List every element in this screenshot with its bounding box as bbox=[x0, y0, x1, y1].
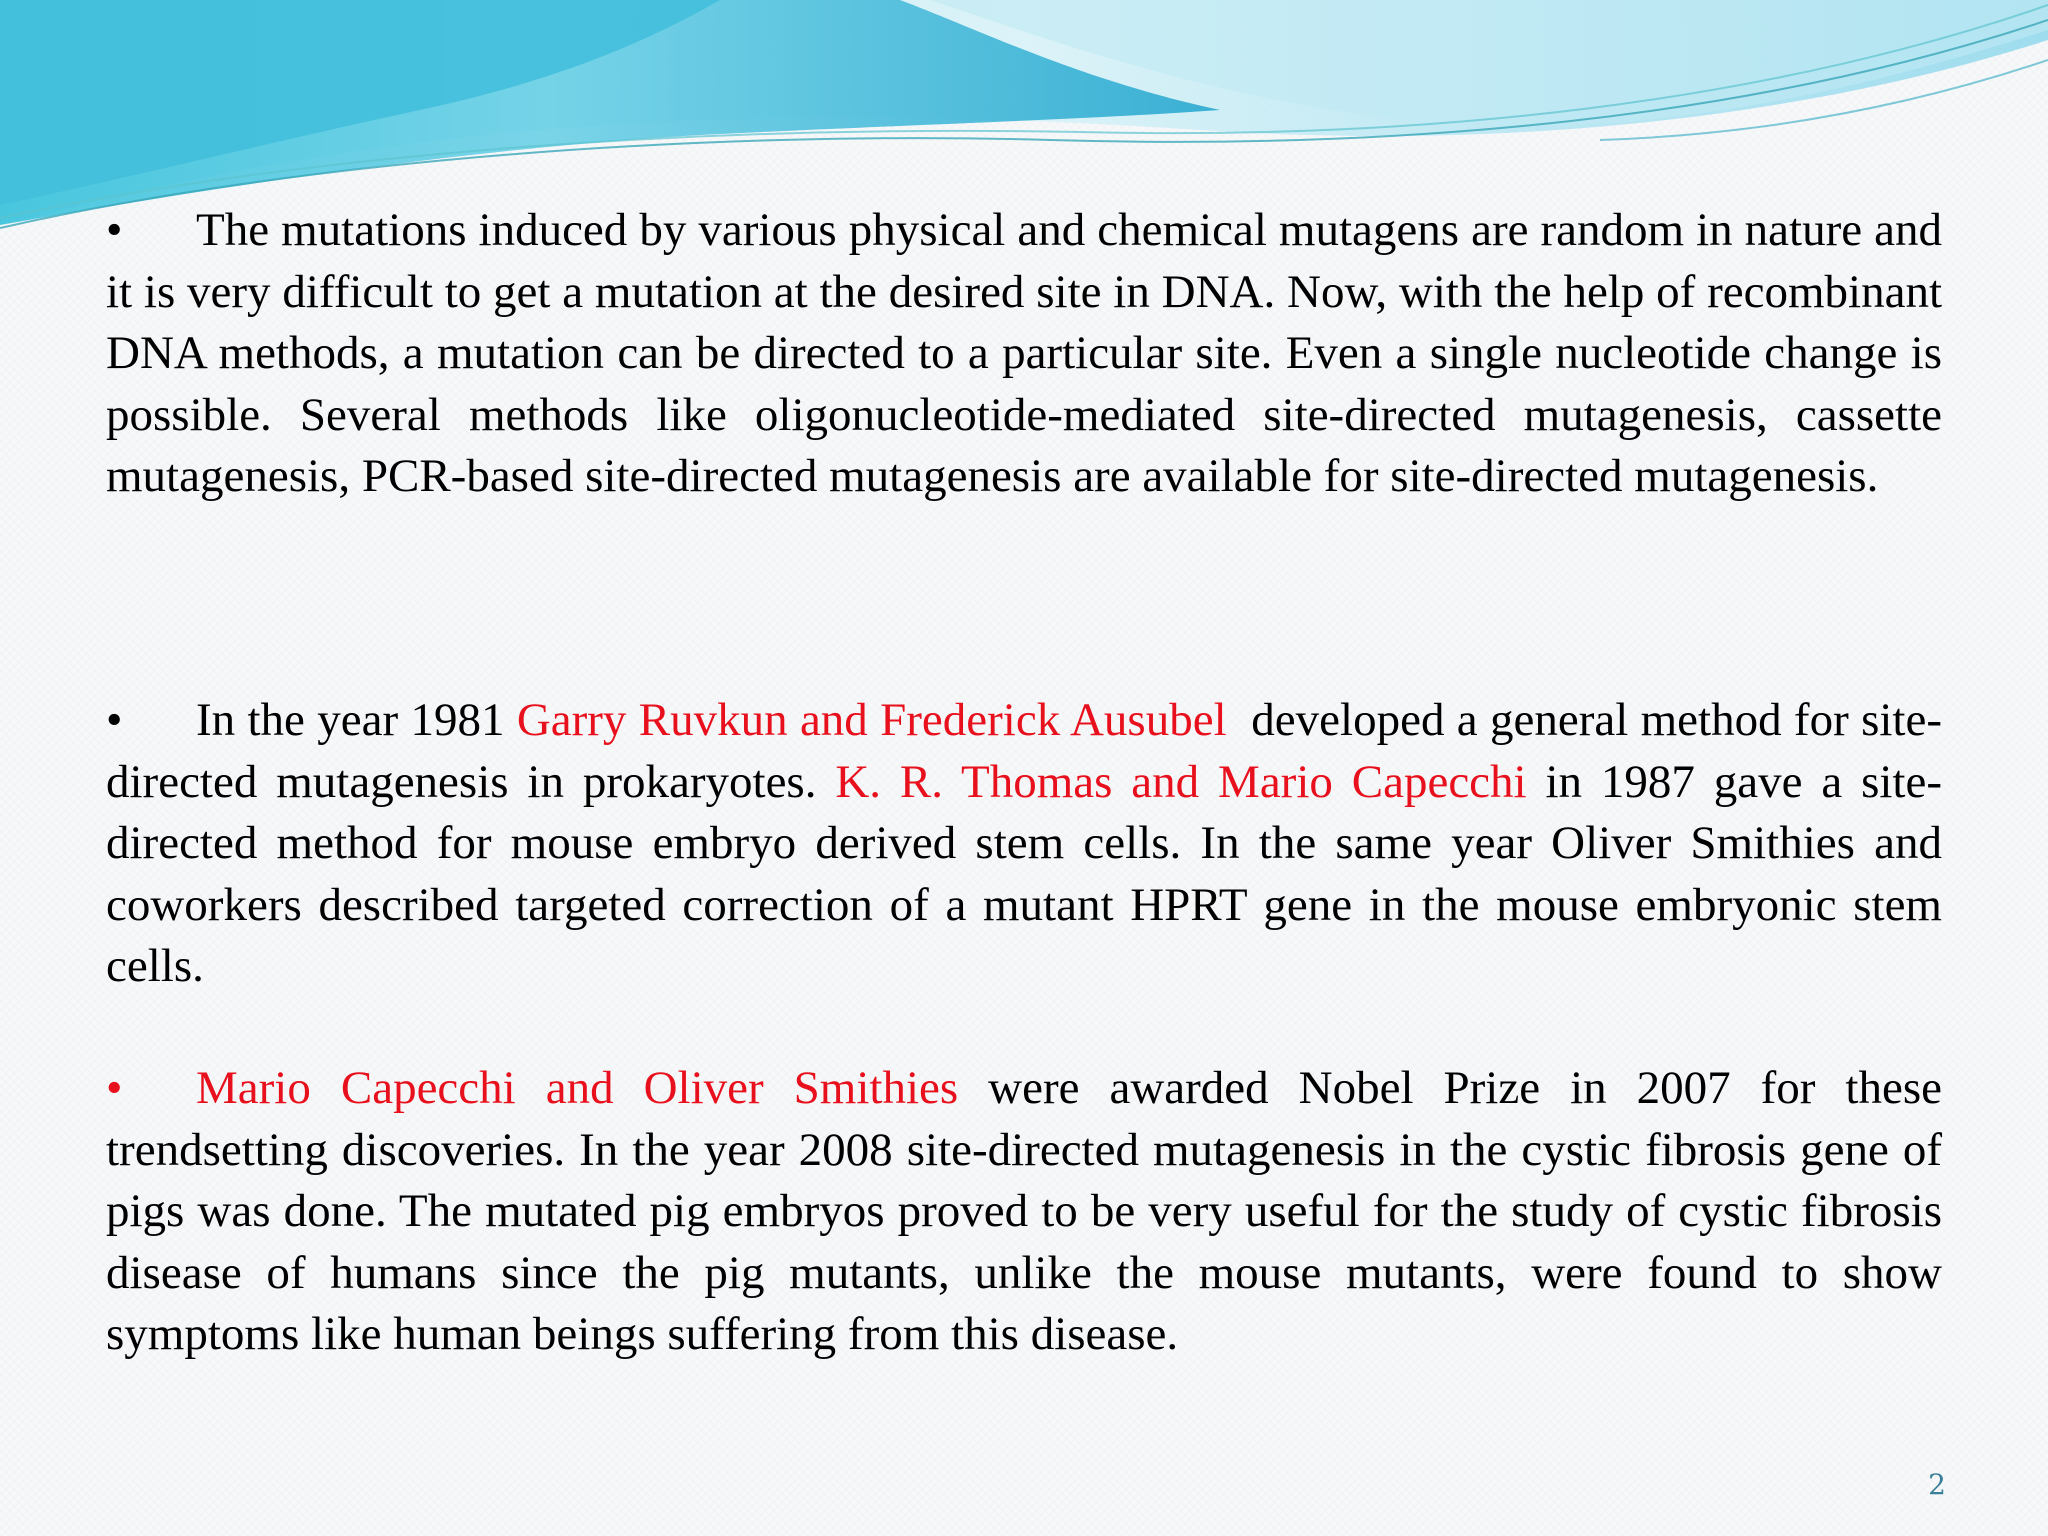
paragraph-text: in 1987 gave a site-directed method for mouse embryo derived stem cells. In the same year Oliver Smithies and coworkers described targeted correction of a mutant HPRT gene in the mouse embryonic stem cells. bbox=[106, 755, 1942, 992]
bullet-marker: • bbox=[106, 1062, 123, 1114]
highlighted-names: Mario Capecchi and Oliver Smithies bbox=[196, 1062, 959, 1114]
highlighted-names: Garry Ruvkun and Frederick Ausubel bbox=[516, 694, 1227, 746]
bullet-marker: • bbox=[106, 204, 123, 256]
page-number: 2 bbox=[1928, 1468, 1946, 1501]
paragraph-text: were awarded Nobel Prize in 2007 for these trendsetting discoveries. In the year 2008 site-directed mutagenesis in the cystic fibrosis gene of pigs was done. The mutated pig embryos proved to be very useful for the study of cystic fibrosis disease of humans since the pig mutants, unlike the mouse mutants, were found to show symptoms like human beings suffering from this disease. bbox=[106, 1062, 1942, 1360]
bullet-marker: • bbox=[106, 694, 123, 746]
highlighted-names: K. R. Thomas and Mario Capecchi bbox=[835, 755, 1527, 808]
paragraph-text: The mutations induced by various physical and chemical mutagens are random in nature and it is very difficult to get a mutation at the desired site in DNA. Now, with the help of recombinant DNA methods, a mutation can be directed to a particular site. Even a single nucleotide change is possible. Several methods like oligonucleotide-mediated site-directed mutagenesis, cassette mutagenesis, PCR-based site-directed mutagenesis are available for site-directed mutagenesis. bbox=[106, 204, 1942, 502]
bullet-paragraph-3 bbox=[106, 1058, 1942, 1366]
bullet-paragraph-1 bbox=[106, 200, 1942, 508]
paragraph-text: developed a general method for site-directed mutagenesis in prokaryotes. bbox=[106, 694, 1942, 808]
bullet-paragraph-2 bbox=[106, 690, 1942, 998]
paragraph-text: In the year 1981 bbox=[196, 694, 517, 746]
